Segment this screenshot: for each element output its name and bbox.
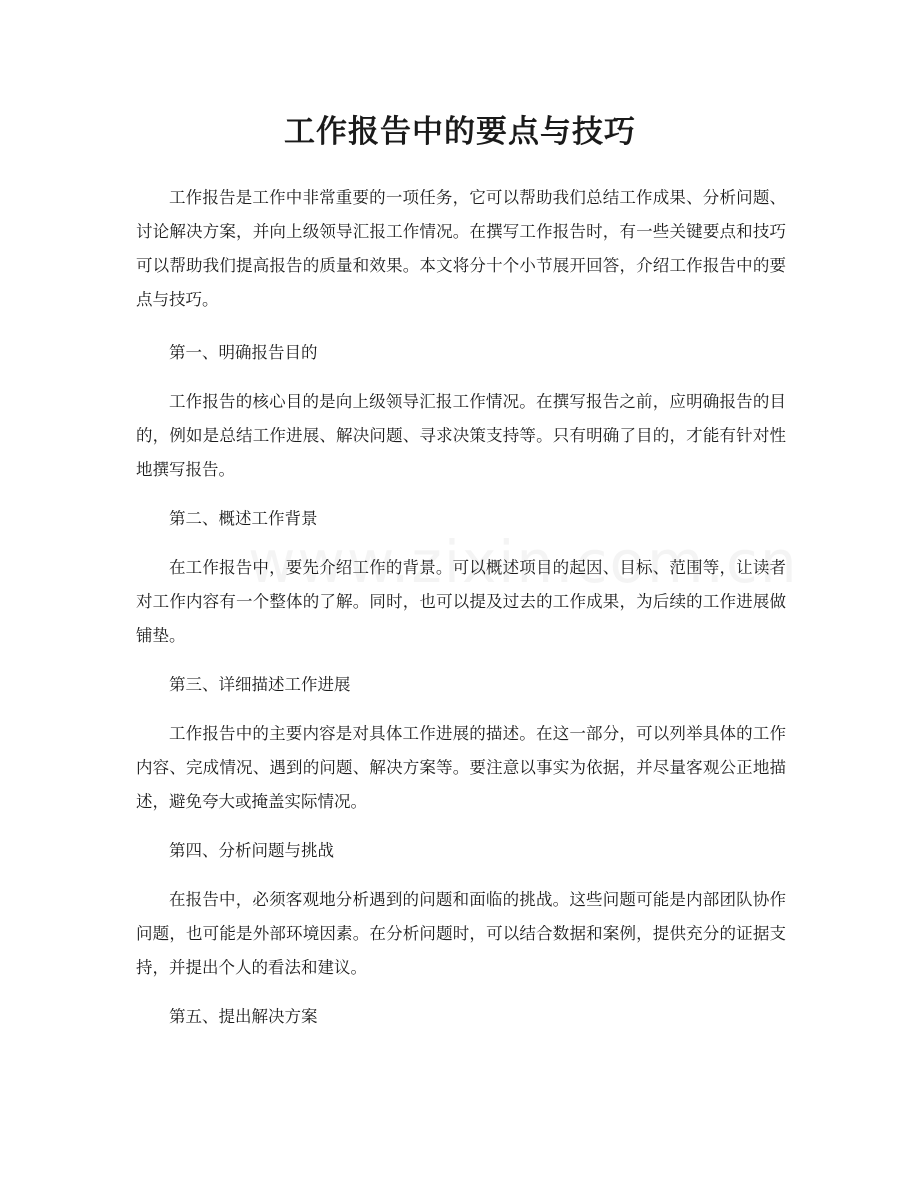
section-paragraph: 在报告中，必须客观地分析遇到的问题和面临的挑战。这些问题可能是内部团队协作问题，也可能是外部环境因素。在分析问题时，可以结合数据和案例，提供充分的证据支持，并提出个人的看法和建议。 <box>136 890 786 977</box>
section-paragraph: 在工作报告中，要先介绍工作的背景。可以概述项目的起因、目标、范围等，让读者对工作内容有一个整体的了解。同时，也可以提及过去的工作成果，为后续的工作进展做铺垫。 <box>136 558 786 645</box>
section-heading: 第一、明确报告目的 <box>169 343 318 362</box>
document-body <box>136 181 786 1034</box>
section-heading: 第五、提出解决方案 <box>169 1007 318 1026</box>
section-paragraph: 工作报告的核心目的是向上级领导汇报工作情况。在撰写报告之前，应明确报告的目的，例如是总结工作进展、解决问题、寻求决策支持等。只有明确了目的，才能有针对性地撰写报告。 <box>136 392 786 479</box>
section-heading: 第四、分析问题与挑战 <box>169 841 334 860</box>
section-paragraph: 工作报告中的主要内容是对具体工作进展的描述。在这一部分，可以列举具体的工作内容、完成情况、遇到的问题、解决方案等。要注意以事实为依据，并尽量客观公正地描述，避免夸大或掩盖实际情况。 <box>136 724 786 811</box>
section-heading: 第二、概述工作背景 <box>169 509 318 528</box>
intro-paragraph: 工作报告是工作中非常重要的一项任务，它可以帮助我们总结工作成果、分析问题、讨论解决方案，并向上级领导汇报工作情况。在撰写工作报告时，有一些关键要点和技巧可以帮助我们提高报告的质量和效果。本文将分十个小节展开回答，介绍工作报告中的要点与技巧。 <box>136 188 786 309</box>
document-title: 工作报告中的要点与技巧 <box>284 114 636 150</box>
section-heading: 第三、详细描述工作进展 <box>169 675 351 694</box>
